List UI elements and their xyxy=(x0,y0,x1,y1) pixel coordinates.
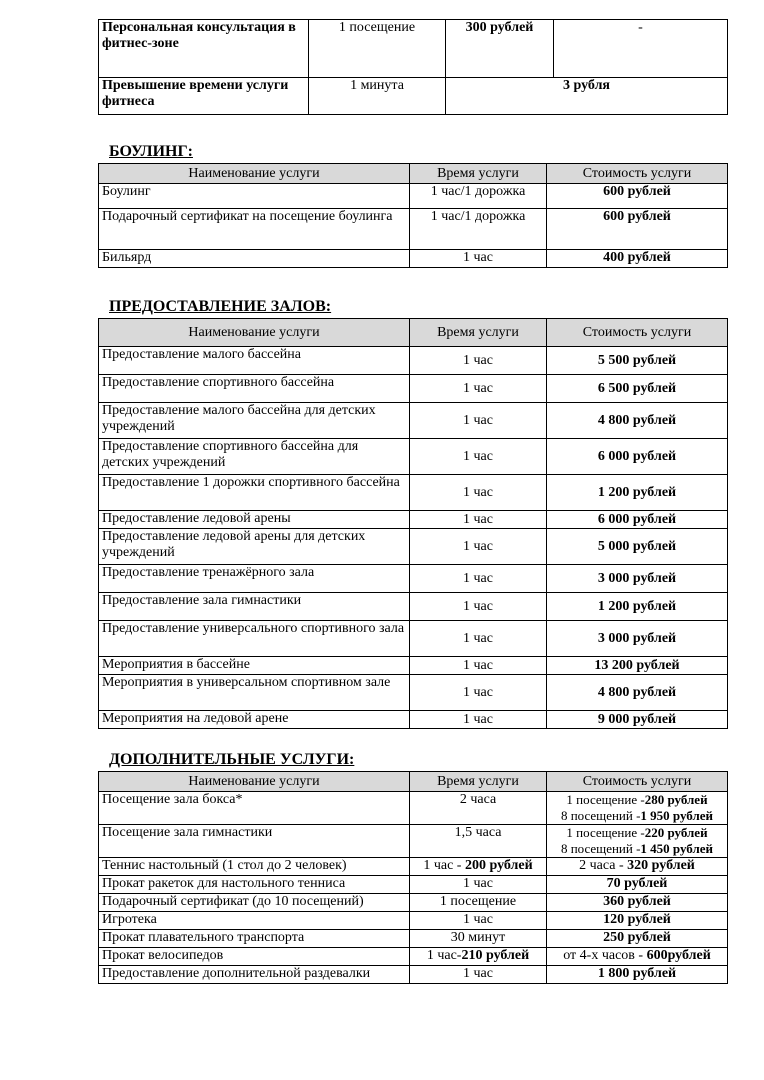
bowling-table xyxy=(98,163,728,268)
service-price: 4 800 рублей xyxy=(547,403,728,439)
service-name: Подарочный сертификат (до 10 посещений) xyxy=(99,894,410,912)
price-value: 320 рублей xyxy=(627,858,695,873)
service-time: 1 час xyxy=(410,403,547,439)
price-value: 600рублей xyxy=(646,948,711,963)
service-price: 250 рублей xyxy=(547,930,728,948)
service-price: 6 000 рублей xyxy=(547,511,728,529)
service-name: Посещение зала гимнастики xyxy=(99,825,410,858)
price-label: 1 посещение - xyxy=(566,792,645,807)
service-name: Мероприятия на ледовой арене xyxy=(99,711,410,729)
table-row xyxy=(99,375,728,403)
price-line xyxy=(550,808,724,824)
extra-services-table xyxy=(98,771,728,984)
service-price: 70 рублей xyxy=(547,876,728,894)
table-row xyxy=(99,529,728,565)
service-price xyxy=(547,948,728,966)
table-row xyxy=(99,675,728,711)
service-price xyxy=(547,858,728,876)
price-value: 280 рублей xyxy=(644,792,708,807)
service-name: Предоставление малого бассейна xyxy=(99,347,410,375)
price-label: 8 посещений - xyxy=(560,841,641,856)
price-label: 8 посещений - xyxy=(560,808,641,823)
price-line xyxy=(550,792,724,808)
table-row xyxy=(99,439,728,475)
service-price: 300 рублей xyxy=(446,20,554,78)
service-price: 5 500 рублей xyxy=(547,347,728,375)
service-price: 13 200 рублей xyxy=(547,657,728,675)
service-name: Предоставление дополнительной раздевалки xyxy=(99,966,410,984)
price-label: от 4-х часов - xyxy=(563,948,647,963)
service-price: 3 000 рублей xyxy=(547,565,728,593)
column-header-price: Стоимость услуги xyxy=(547,319,728,347)
service-time: 30 минут xyxy=(410,930,547,948)
price-line xyxy=(550,841,724,857)
service-time: 1 час xyxy=(410,529,547,565)
service-price: 9 000 рублей xyxy=(547,711,728,729)
table-row xyxy=(99,876,728,894)
table-row xyxy=(99,966,728,984)
service-name: Предоставление универсального спортивного зала xyxy=(99,621,410,657)
section-heading-bowling: БОУЛИНГ: xyxy=(109,143,193,160)
service-price: 1 800 рублей xyxy=(547,966,728,984)
service-price: 1 200 рублей xyxy=(547,593,728,621)
table-row xyxy=(99,711,728,729)
table-row xyxy=(99,475,728,511)
table-header-row xyxy=(99,772,728,792)
service-name: Теннис настольный (1 стол до 2 человек) xyxy=(99,858,410,876)
service-name: Предоставление ледовой арены xyxy=(99,511,410,529)
table-row xyxy=(99,858,728,876)
table-row xyxy=(99,347,728,375)
service-name: Предоставление спортивного бассейна для детских учреждений xyxy=(99,439,410,475)
time-value: 200 рублей xyxy=(464,858,533,873)
table-row xyxy=(99,912,728,930)
service-time: 1 час xyxy=(410,657,547,675)
column-header-name: Наименование услуги xyxy=(99,319,410,347)
service-name: Прокат ракеток для настольного тенниса xyxy=(99,876,410,894)
service-time: 1 час xyxy=(410,250,547,268)
column-header-price: Стоимость услуги xyxy=(547,772,728,792)
table-row xyxy=(99,930,728,948)
service-time: 1 час xyxy=(410,912,547,930)
table-row xyxy=(99,209,728,250)
time-value: 210 рублей xyxy=(461,948,530,963)
service-time: 1 час xyxy=(410,876,547,894)
price-label: 2 часа - xyxy=(579,858,628,873)
table-header-row xyxy=(99,319,728,347)
table-row xyxy=(99,657,728,675)
table-row xyxy=(99,621,728,657)
table-row xyxy=(99,565,728,593)
table-row xyxy=(99,250,728,268)
service-name: Бильярд xyxy=(99,250,410,268)
section-heading-halls: ПРЕДОСТАВЛЕНИЕ ЗАЛОВ: xyxy=(109,298,332,315)
price-line xyxy=(550,825,724,841)
table-row xyxy=(99,948,728,966)
halls-table xyxy=(98,318,728,729)
service-price: 120 рублей xyxy=(547,912,728,930)
table-row xyxy=(99,894,728,912)
service-price: 5 000 рублей xyxy=(547,529,728,565)
service-price: 1 200 рублей xyxy=(547,475,728,511)
service-price: 4 800 рублей xyxy=(547,675,728,711)
service-name: Прокат плавательного транспорта xyxy=(99,930,410,948)
service-time: 2 часа xyxy=(410,792,547,825)
service-time: 1 час xyxy=(410,439,547,475)
service-time: 1 час xyxy=(410,711,547,729)
service-time: 1 час xyxy=(410,565,547,593)
service-name: Предоставление ледовой арены для детских учреждений xyxy=(99,529,410,565)
service-time: 1 посещение xyxy=(410,894,547,912)
service-price xyxy=(547,792,728,825)
service-name: Предоставление малого бассейна для детских учреждений xyxy=(99,403,410,439)
service-name: Мероприятия в бассейне xyxy=(99,657,410,675)
time-label: 1 час - xyxy=(423,858,465,873)
service-price: 6 000 рублей xyxy=(547,439,728,475)
service-time: 1 час xyxy=(410,966,547,984)
service-name: Предоставление зала гимнастики xyxy=(99,593,410,621)
service-name: Персональная консультация в фитнес-зоне xyxy=(99,20,309,78)
service-name: Превышение времени услуги фитнеса xyxy=(99,78,309,115)
table-row xyxy=(99,20,728,78)
service-time: 1 час xyxy=(410,593,547,621)
table-row xyxy=(99,511,728,529)
service-name: Боулинг xyxy=(99,184,410,209)
service-name: Предоставление спортивного бассейна xyxy=(99,375,410,403)
service-time: 1 час/1 дорожка xyxy=(410,209,547,250)
time-label: 1 час- xyxy=(426,948,462,963)
table-header-row xyxy=(99,164,728,184)
service-name: Подарочный сертификат на посещение боулинга xyxy=(99,209,410,250)
column-header-time: Время услуги xyxy=(410,772,547,792)
service-time: 1 час xyxy=(410,375,547,403)
service-time: 1,5 часа xyxy=(410,825,547,858)
price-value: 220 рублей xyxy=(644,825,708,840)
service-name: Игротека xyxy=(99,912,410,930)
service-time: 1 час xyxy=(410,511,547,529)
service-name: Мероприятия в универсальном спортивном зале xyxy=(99,675,410,711)
column-header-time: Время услуги xyxy=(410,319,547,347)
service-time: 1 час xyxy=(410,621,547,657)
service-time: 1 минута xyxy=(309,78,446,115)
service-name: Посещение зала бокса* xyxy=(99,792,410,825)
service-time xyxy=(410,948,547,966)
service-price: 3 000 рублей xyxy=(547,621,728,657)
table-row xyxy=(99,593,728,621)
price-value: 1 450 рублей xyxy=(640,841,714,856)
service-price: 360 рублей xyxy=(547,894,728,912)
table-row xyxy=(99,825,728,858)
service-name: Прокат велосипедов xyxy=(99,948,410,966)
service-price: 600 рублей xyxy=(547,184,728,209)
fitness-table xyxy=(98,19,728,115)
table-row xyxy=(99,403,728,439)
table-row xyxy=(99,792,728,825)
price-label: 1 посещение - xyxy=(566,825,645,840)
service-time: 1 час xyxy=(410,475,547,511)
service-extra: - xyxy=(554,20,728,78)
column-header-price: Стоимость услуги xyxy=(547,164,728,184)
service-time: 1 час xyxy=(410,347,547,375)
service-time xyxy=(410,858,547,876)
service-name: Предоставление тренажёрного зала xyxy=(99,565,410,593)
price-value: 1 950 рублей xyxy=(640,808,714,823)
table-row xyxy=(99,184,728,209)
section-heading-extra: ДОПОЛНИТЕЛЬНЫЕ УСЛУГИ: xyxy=(109,751,355,768)
column-header-time: Время услуги xyxy=(410,164,547,184)
service-price: 3 рубля xyxy=(446,78,728,115)
service-price: 600 рублей xyxy=(547,209,728,250)
service-price: 400 рублей xyxy=(547,250,728,268)
service-time: 1 посещение xyxy=(309,20,446,78)
service-time: 1 час/1 дорожка xyxy=(410,184,547,209)
service-time: 1 час xyxy=(410,675,547,711)
column-header-name: Наименование услуги xyxy=(99,772,410,792)
service-price: 6 500 рублей xyxy=(547,375,728,403)
column-header-name: Наименование услуги xyxy=(99,164,410,184)
table-row xyxy=(99,78,728,115)
service-name: Предоставление 1 дорожки спортивного бассейна xyxy=(99,475,410,511)
service-price xyxy=(547,825,728,858)
